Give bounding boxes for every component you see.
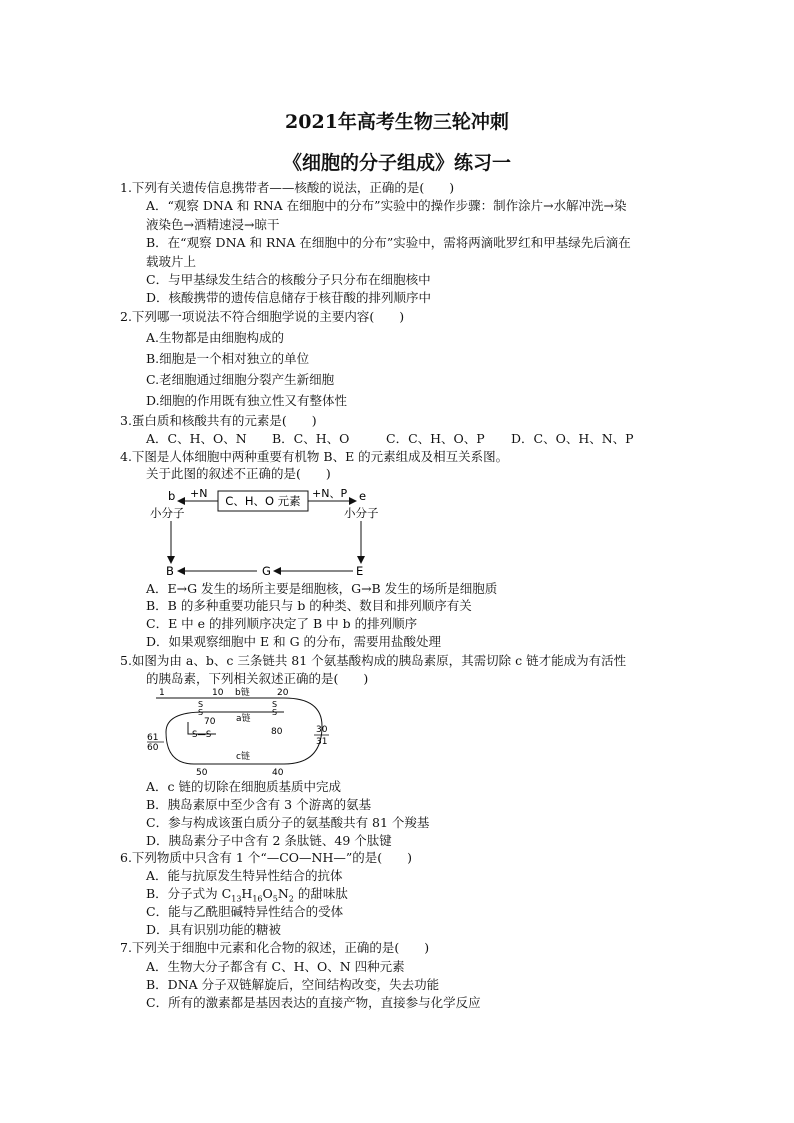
q6-option-c: C．能与乙酰胆碱特异性结合的受体 <box>146 904 344 919</box>
q5-option-c: C．参与构成该蛋白质分子的氨基酸共有 81 个羧基 <box>146 815 430 830</box>
q4-center-box-label: C、H、O 元素 <box>225 494 301 508</box>
q1-option-d: D．核酸携带的遗传信息储存于核苷酸的排列顺序中 <box>146 290 432 305</box>
q4-right-arrow-label: +N、P <box>312 487 348 500</box>
q4-left-arrow-label: +N <box>190 487 208 500</box>
q2-option-d: D.细胞的作用既有独立性又有整体性 <box>146 393 348 408</box>
q1-stem: 1.下列有关遗传信息携带者——核酸的说法，正确的是( ) <box>120 180 455 195</box>
q4-stem: 4.下图是人体细胞中两种重要有机物 B、E 的元素组成及相互关系图。 <box>120 449 509 464</box>
q3-stem: 3.蛋白质和核酸共有的元素是( ) <box>120 413 317 428</box>
q4-option-a: A．E→G 发生的场所主要是细胞核，G→B 发生的场所是细胞质 <box>146 581 498 596</box>
q1-option-b-line1: B．在“观察 DNA 和 RNA 在细胞中的分布”实验中，需将两滴吡罗红和甲基绿先后滴在 <box>146 235 631 250</box>
q4-label-E: E <box>356 564 364 578</box>
q4-stem-line2: 关于此图的叙述不正确的是( ) <box>146 466 331 481</box>
q4-label-G: G <box>262 564 271 578</box>
q3-option-b: B．C、H、O <box>272 431 350 446</box>
page-title: 2021年高考生物三轮冲刺 <box>285 111 509 133</box>
q5-stem-line2: 的胰岛素，下列相关叙述正确的是( ) <box>146 671 369 686</box>
q1-option-b-line2: 载玻片上 <box>146 254 197 269</box>
q7-stem: 7.下列关于细胞中元素和化合物的叙述，正确的是( ) <box>120 940 430 955</box>
q4-option-b: B．B 的多种重要功能只与 b 的种类、数目和排列顺序有关 <box>146 598 472 613</box>
q6-formula-o: O <box>262 886 273 901</box>
q7-option-c: C．所有的激素都是基因表达的直接产物，直接参与化学反应 <box>146 995 481 1010</box>
q4-element-diagram <box>140 483 400 579</box>
q5-label-80: 80 <box>271 727 283 737</box>
q2-stem: 2.下列哪一项说法不符合细胞学说的主要内容( ) <box>120 309 405 324</box>
q1-option-c: C．与甲基绿发生结合的核酸分子只分布在细胞核中 <box>146 272 431 287</box>
q5-label-40: 40 <box>272 768 284 778</box>
q4-label-e: e <box>359 489 367 503</box>
q5-label-1: 1 <box>159 688 165 698</box>
q6-formula-h: H <box>241 886 253 901</box>
q4-label-b: b <box>168 489 176 503</box>
q2-option-a: A.生物都是由细胞构成的 <box>146 330 285 345</box>
q6-formula-sub-h: 16 <box>252 894 263 904</box>
q5-proinsulin-diagram <box>144 686 344 778</box>
q3-option-d: D．C、O、H、N、P <box>511 431 634 446</box>
q4-option-c: C．E 中 e 的排列顺序决定了 B 中 b 的排列顺序 <box>146 616 418 631</box>
q7-option-b: B．DNA 分子双链解旋后，空间结构改变，失去功能 <box>146 977 440 992</box>
q4-label-B: B <box>166 564 174 578</box>
q5-c-chain-label: c链 <box>236 752 250 762</box>
q5-label-60: 60 <box>147 743 159 753</box>
q7-option-a: A．生物大分子都含有 C、H、O、N 四种元素 <box>146 959 405 974</box>
q5-sulfur-a1: S <box>198 708 204 717</box>
q6-option-d: D．具有识别功能的糖被 <box>146 922 282 937</box>
q6-formula-sub-n: 2 <box>288 894 294 904</box>
q6-stem: 6.下列物质中只含有 1 个“—CO—NH—”的是( ) <box>120 850 413 865</box>
q5-a-chain-label: a链 <box>236 714 251 724</box>
q5-option-b: B．胰岛素原中至少含有 3 个游离的氨基 <box>146 797 372 812</box>
q5-label-30: 30 <box>316 725 328 735</box>
q6-formula-n: N <box>277 886 289 901</box>
q3-option-a: A．C、H、O、N <box>146 431 247 446</box>
q5-stem-line1: 5.如图为由 a、b、c 三条链共 81 个氨基酸构成的胰岛素原，其需切除 c 链才能成为有活性 <box>120 653 627 668</box>
q2-option-b: B.细胞是一个相对独立的单位 <box>146 351 310 366</box>
q5-ss-bond: S—S <box>192 730 212 740</box>
q4-option-d: D．如果观察细胞中 E 和 G 的分布，需要用盐酸处理 <box>146 634 442 649</box>
q5-label-70: 70 <box>204 717 216 727</box>
q5-sulfur-b1: S <box>198 700 204 709</box>
q5-option-a: A．c 链的切除在细胞质基质中完成 <box>146 779 342 794</box>
q5-label-61: 61 <box>147 733 159 743</box>
q6-formula-sub-o: 5 <box>272 894 278 904</box>
q5-label-31: 31 <box>316 737 328 747</box>
q5-label-20: 20 <box>277 688 289 698</box>
q1-option-a-line1: A．“观察 DNA 和 RNA 在细胞中的分布”实验中的操作步骤：制作涂片→水解冲洗→染 <box>146 198 627 213</box>
q5-sulfur-b2: S <box>272 700 278 709</box>
q6-formula-sub-c: 13 <box>231 894 242 904</box>
q5-label-10: 10 <box>212 688 224 698</box>
q5-b-chain-label: b链 <box>235 688 250 698</box>
q5-label-50: 50 <box>196 768 208 778</box>
q5-sulfur-a2: S <box>272 708 278 717</box>
q4-right-small-molecule: 小分子 <box>344 506 379 520</box>
q1-option-a-line2: 液染色→酒精速浸→晾干 <box>146 217 280 232</box>
q6-option-b-suffix: 的甜味肽 <box>293 886 348 901</box>
q2-option-c: C.老细胞通过细胞分裂产生新细胞 <box>146 372 335 387</box>
q6-option-a: A．能与抗原发生特异性结合的抗体 <box>146 868 343 883</box>
q4-left-small-molecule: 小分子 <box>150 506 185 520</box>
q6-option-b-prefix: B．分子式为 C <box>146 886 232 901</box>
page-subtitle: 《细胞的分子组成》练习一 <box>282 152 511 174</box>
q3-option-c: C．C、H、O、P <box>386 431 485 446</box>
q5-option-d: D．胰岛素分子中含有 2 条肽链、49 个肽键 <box>146 833 392 848</box>
